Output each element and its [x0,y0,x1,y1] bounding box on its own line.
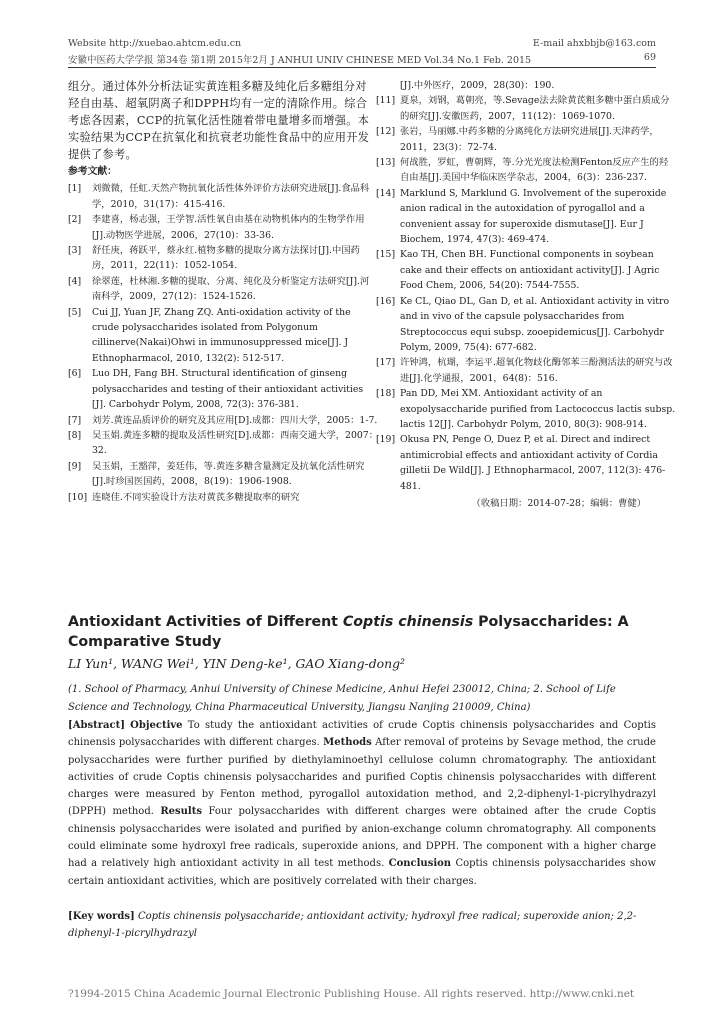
keywords-tag: [Key words] [68,911,135,922]
reference-text: Cui JJ, Yuan JF, Zhang ZQ. Anti-oxidation activity of the crude polysaccharides isolated from Polygonum cillinerve(Nakai)Ohwi in immunosuppressed mice[J]. J Ethnopharmacol, 2010, 132(2): 512-517. [92,306,351,364]
reference-number: [12] [376,126,396,138]
reference-number: [11] [376,95,396,107]
reference-item [376,155,676,186]
website: Website http://xuebao.ahtcm.edu.cn [68,38,242,49]
reference-text: 张岩，马丽娜.中药多糖的分离纯化方法研究进展[J].天津药学，2011，23(3)：72-74. [400,126,659,153]
received-date: （收稿日期：2014-07-28；编辑：曹健） [471,497,646,509]
reference-text: Marklund S, Marklund G. Involvement of the superoxide anion radical in the autoxidation of pyrogallol and a convenient assay for superoxide dismutase[J]. Eur J Biochem, 1974, 47(3): 469-474. [400,187,667,246]
reference-item [68,181,378,212]
header-rule [68,67,656,68]
affiliations: (1. School of Pharmacy, Anhui University of Chinese Medicine, Anhui Hefei 230012, China; 2. School of Life Science and Technology, China Pharmaceutical University, Jiangsu Nanjing 210009, China) [68,684,616,713]
reference-text: 夏泉，刘钢，葛朝亮，等.Sevage法去除黄芪粗多糖中蛋白质成分的研究[J].安徽医药，2007，11(12)：1069-1070. [400,95,670,122]
reference-number: [14] [376,187,396,199]
reference-text: 许钟鸿，杭瑚，李运平.超氧化物歧化酶邻苯三酚测活法的研究与改进[J].化学通报，2001，64(8)：516. [400,357,673,384]
reference-item [376,355,676,386]
objective-text: To study the antioxidant activities of crude Coptis chinensis polysaccharides and Coptis chinensis polysaccharides with different charges. [68,720,656,749]
reference-item [68,212,378,243]
reference-number: [18] [376,388,396,400]
reference-text: 刘微微，任虹.天然产物抗氧化活性体外评价方法研究进展[J].食品科学，2010，31(17)：415-416. [92,183,370,210]
keywords [68,908,656,943]
reference-text: 刘芳.黄连品质评价的研究及其应用[D].成都：四川大学，2005：1-7. [92,414,378,426]
reference-item [68,428,378,459]
english-title [68,612,656,652]
reference-item [68,305,378,367]
journal-info: 安徽中医药大学学报 第34卷 第1期 2015年2月 J ANHUI UNIV CHINESE MED Vol.34 No.1 Feb. 2015 [68,55,532,66]
references-heading: 参考文献： [68,166,117,177]
page-header-top [68,38,656,49]
reference-item [376,186,676,248]
reference-item [376,386,676,432]
title-part-a: Antioxidant Activities of Different [68,614,343,630]
reference-item [68,490,378,505]
reference-number: [8] [68,429,82,441]
reference-text: Ke CL, Qiao DL, Gan D, et al. Antioxidant activity in vitro and in vivo of the capsule polysaccharides from Streptococcus equi subsp. zooepidemicus[J]. Carbohydr Polym, 2009, 75(4): 677-682. [400,295,670,353]
email: E-mail ahxbbjb@163.com [532,38,656,49]
reference-item [68,459,378,490]
reference-text: 徐翠莲，杜林湘.多糖的提取、分离、纯化及分析鉴定方法研究[J].河南科学，2009，27(12)：1524-1526. [92,275,370,303]
reference-text: [J].中外医疗，2009，28(30)：190. [400,80,555,91]
reference-item [68,413,378,428]
references-list-left [68,181,378,505]
reference-number: [17] [376,357,396,369]
reference-text: 舒任庚，蒋跃平，蔡永红.植物多糖的提取分离方法探讨[J].中国药房，2011，22(11)：1052-1054. [92,245,360,272]
reference-number: [15] [376,249,396,261]
reference-item [376,93,676,124]
copyright-footer: ?1994-2015 China Academic Journal Electronic Publishing House. All rights reserved. http://www.cnki.net [68,988,635,1000]
authors: LI Yun¹, WANG Wei¹, YIN Deng-ke¹, GAO Xiang-dong² [68,656,405,671]
reference-text: Okusa PN, Penge O, Duez P, et al. Direct and indirect antimicrobial effects and antioxidant activity of Cordia gilletii De Wild[J]. J Ethnopharmacol, 2007, 112(3): 476-481. [400,434,666,492]
left-column [68,78,378,505]
reference-item [68,274,378,305]
reference-item [376,124,676,155]
references-list-right [376,78,676,494]
reference-item [376,78,676,93]
reference-number: [6] [68,368,82,380]
reference-text: 李建喜，杨志强，王学智.活性氧自由基在动物机体内的生物学作用[J].动物医学进展，2006，27(10)：33-36. [92,214,365,241]
conclusion-heading: Conclusion [388,858,452,870]
reference-number: [4] [68,275,82,287]
page-number: 69 [643,52,656,63]
page-header-journal [68,52,656,66]
reference-number: [5] [68,306,82,318]
reference-text: 何战胜，罗虹，曹朝辉，等.分光光度法检测Fenton反应产生的羟自由基[J].美国中华临床医学杂志，2004，6(3)：236-237. [400,157,669,184]
reference-text: 连晓佳.不同实验设计方法对黄芪多糖提取率的研究 [92,491,300,503]
reference-number: [3] [68,245,82,257]
reference-number: [16] [376,295,396,307]
reference-number: [10] [68,491,88,503]
keywords-text: Coptis chinensis polysaccharide; antioxidant activity; hydroxyl free radical; superoxide anion; 2,2-diphenyl-1-picrylhydrazyl [68,911,637,940]
body-paragraph-cn: 组分。通过体外分析法证实黄连粗多糖及纯化后多糖组分对羟自由基、超氧阴离子和DPPH均有一定的清除作用。综合考虑各因素，CCP的抗氧化活性随着带电量增多而增强。本实验结果为CCP在抗氧化和抗衰老功能性食品中的应用开发提供了参考。 [68,80,370,161]
reference-number: [9] [68,460,82,472]
reference-text: Luo DH, Fang BH. Structural identification of ginseng polysaccharides and testing of their antioxidant activities [J]. Carbohydr Polym, 2008, 72(3): 376-381. [92,368,364,411]
right-column [376,78,676,511]
reference-number: [7] [68,414,82,426]
methods-heading: Methods [323,737,372,749]
objective-heading: Objective [130,720,183,731]
reference-number: [13] [376,157,396,169]
reference-number [376,78,400,93]
reference-number: [2] [68,214,82,226]
abstract [68,717,656,890]
reference-text: 吴玉娟，王豁萍，姜廷伟，等.黄连多糖含量测定及抗氧化活性研究[J].时珍国医国药，2008，8(19)：1906-1908. [92,460,365,488]
abstract-tag: [Abstract] [68,720,125,731]
results-text: Four polysaccharides with different charges were obtained after the crude Coptis chinensis polysaccharides were isolated and purified by anion-exchange column chromatography. All components could eliminate some hydroxyl free radicals, superoxide anions, and DPPH. The component with a higher charge had a relatively high antioxidant activity in all test methods. [68,806,656,870]
results-heading: Results [160,806,202,818]
reference-item [376,247,676,293]
reference-text: Pan DD, Mei XM. Antioxidant activity of an exopolysaccharide purified from Lactococcus lactis subsp. lactis 12[J]. Carbohydr Polym, 2010, 80(3): 908-914. [400,388,676,430]
title-part-b: Polysaccharides: A Comparative Study [68,614,629,650]
reference-item [376,294,676,356]
conclusion-text: Coptis chinensis polysaccharides show certain antioxidant activities, which are positively correlated with their charges. [68,858,657,887]
reference-number: [19] [376,434,396,446]
reference-text: 吴玉娟.黄连多糖的提取及活性研究[D].成都：西南交通大学，2007：32. [92,429,378,457]
reference-item [68,366,378,412]
reference-item [376,432,676,494]
title-species: Coptis chinensis [342,614,474,630]
reference-item [68,243,378,274]
reference-number: [1] [68,183,82,195]
methods-text: After removal of proteins by Sevage method, the crude polysaccharides were further purified by diethylaminoethyl cellulose column chromatography. The antioxidant activities of crude Coptis chinensis polysaccharides and purified Coptis chinensis polysaccharides with different charges were measured by Fenton method, pyrogallol autoxidation method, and 2,2-diphenyl-1-picrylhydrazyl (DPPH) method. [68,737,656,818]
reference-text: Kao TH, Chen BH. Functional components in soybean cake and their effects on antioxidant activity[J]. J Agric Food Chem, 2006, 54(20): 7544-7555. [400,249,660,292]
